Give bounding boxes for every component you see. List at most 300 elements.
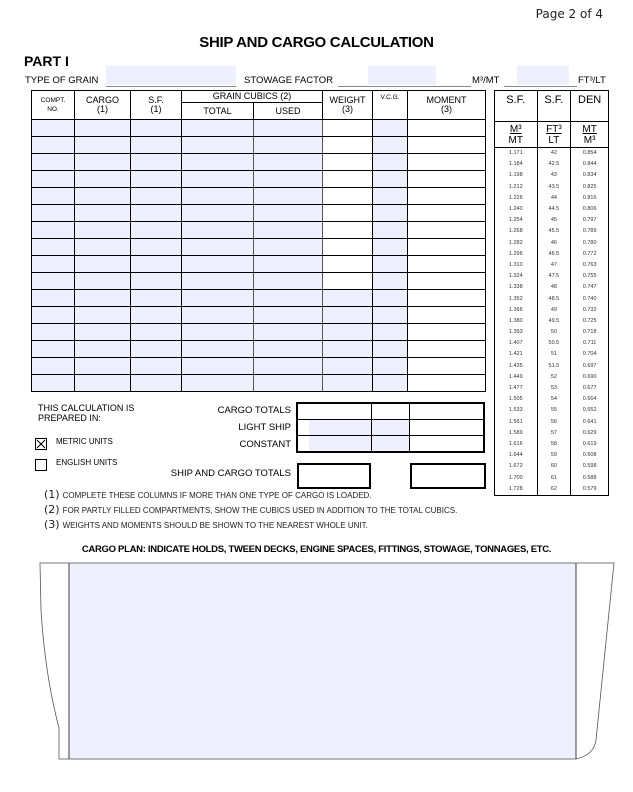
ref-sf-english-cell: 48.5: [537, 293, 571, 304]
ref-den-cell: 0.740: [571, 293, 609, 304]
ref-sf-metric-cell: 1.421: [495, 349, 538, 360]
total-cell[interactable]: [182, 222, 254, 239]
ref-den-cell: 0.854: [571, 148, 609, 160]
cargo-cell[interactable]: [75, 222, 131, 239]
reference-row: [495, 249, 609, 260]
cargo-cell[interactable]: [75, 120, 131, 137]
used-cell[interactable]: [254, 120, 323, 137]
cargo-cell[interactable]: [75, 290, 131, 307]
reference-row: [495, 316, 609, 327]
ref-sf-metric-cell: 1.184: [495, 159, 538, 170]
weight-cell[interactable]: [323, 324, 373, 341]
ship-and-cargo-totals-label: SHIP AND CARGO TOTALS: [170, 468, 291, 479]
sf-header: S.F. (1): [131, 91, 182, 120]
cargo-header: CARGO (1): [75, 91, 131, 120]
ref-den-cell: 0.825: [571, 182, 609, 193]
ref-sf-english-cell: 49: [537, 305, 571, 316]
moment-cell[interactable]: [408, 290, 486, 307]
table-row: [32, 290, 486, 307]
ref-sf-metric-cell: 1.728: [495, 484, 538, 496]
reference-row: [495, 182, 609, 193]
used-cell[interactable]: [254, 256, 323, 273]
reference-row: [495, 472, 609, 483]
used-cell[interactable]: [254, 324, 323, 341]
total-cell[interactable]: [182, 154, 254, 171]
used-cell[interactable]: [254, 307, 323, 324]
weight-cell[interactable]: [323, 290, 373, 307]
ref-sf-metric-cell: 1.171: [495, 148, 538, 160]
reference-row: [495, 260, 609, 271]
moment-cell[interactable]: [408, 358, 486, 375]
english-units-label: ENGLISH UNITS: [56, 458, 118, 467]
cargo-cell[interactable]: [75, 324, 131, 341]
table-row: [32, 239, 486, 256]
compt-cell[interactable]: [32, 222, 75, 239]
compt-cell[interactable]: [32, 239, 75, 256]
weight-cell[interactable]: [323, 120, 373, 137]
ref-sf-english-cell: 58: [537, 439, 571, 450]
total-cell[interactable]: [182, 205, 254, 222]
grain-cubics-header: GRAIN CUBICS (2): [182, 91, 323, 103]
ref-den-cell: 0.725: [571, 316, 609, 327]
table-row: [32, 222, 486, 239]
moment-cell[interactable]: [408, 273, 486, 290]
total-cell[interactable]: [182, 239, 254, 256]
moment-cell[interactable]: [408, 120, 486, 137]
prepared-in-label: THIS CALCULATION IS PREPARED IN:: [38, 403, 135, 423]
ref-sf-metric-cell: 1.240: [495, 204, 538, 215]
ref-sf-english-cell: 61: [537, 472, 571, 483]
cargo-plan-area[interactable]: [69, 563, 576, 759]
page-number: Page 2 of 4: [535, 7, 603, 21]
ref-sf-metric-cell: 1.407: [495, 338, 538, 349]
ref-den-cell: 0.619: [571, 439, 609, 450]
weight-cell[interactable]: [323, 154, 373, 171]
moment-cell[interactable]: [408, 222, 486, 239]
weight-cell[interactable]: [323, 375, 373, 392]
ref-sf-metric-cell: 1.310: [495, 260, 538, 271]
part-heading: PART I: [24, 53, 69, 69]
reference-row: [495, 461, 609, 472]
ref-sf-english-cell: 43.5: [537, 182, 571, 193]
moment-cell[interactable]: [408, 188, 486, 205]
reference-row: [495, 238, 609, 249]
sf-cell[interactable]: [131, 256, 182, 273]
reference-row: [495, 361, 609, 372]
table-row: [32, 171, 486, 188]
ref-sf-english-cell: 48: [537, 282, 571, 293]
total-cell[interactable]: [182, 341, 254, 358]
sf-cell[interactable]: [131, 154, 182, 171]
light-ship-vcg[interactable]: [371, 420, 410, 436]
table-row: [32, 375, 486, 392]
light-ship-weight[interactable]: [297, 420, 371, 436]
sf-cell[interactable]: [131, 222, 182, 239]
ref-sf-english-cell: 57: [537, 428, 571, 439]
vcg-header: V.C.G.: [373, 91, 408, 120]
table-row: [32, 307, 486, 324]
ref-den-cell: 0.711: [571, 338, 609, 349]
reference-row: [495, 282, 609, 293]
used-cell[interactable]: [254, 205, 323, 222]
ref-sf-metric-cell: 1.393: [495, 327, 538, 338]
compt-cell[interactable]: [32, 256, 75, 273]
reference-row: [495, 450, 609, 461]
used-cell[interactable]: [254, 222, 323, 239]
ref-sf-english-cell: 59: [537, 450, 571, 461]
table-row: [32, 137, 486, 154]
moment-cell[interactable]: [408, 205, 486, 222]
ref-sf-metric-cell: 1.435: [495, 361, 538, 372]
metric-units-checkbox[interactable]: [35, 438, 47, 450]
vcg-cell[interactable]: [373, 120, 408, 137]
ref-sf-english-cell: 50: [537, 327, 571, 338]
ref-sf-english-cell: 45.5: [537, 226, 571, 237]
ref-sf-metric-cell: 1.366: [495, 305, 538, 316]
weight-cell[interactable]: [323, 171, 373, 188]
ref-sf-english-cell: 56: [537, 417, 571, 428]
reference-row: [495, 338, 609, 349]
ref-sf-metric-cell: 1.449: [495, 372, 538, 383]
cargo-cell[interactable]: [75, 239, 131, 256]
cargo-cell[interactable]: [75, 154, 131, 171]
sf-cell[interactable]: [131, 120, 182, 137]
weight-cell[interactable]: [323, 222, 373, 239]
vcg-cell[interactable]: [373, 341, 408, 358]
sf-cell[interactable]: [131, 171, 182, 188]
vcg-cell[interactable]: [373, 222, 408, 239]
metric-unit-label: M³/MT: [472, 75, 500, 86]
sf-cell[interactable]: [131, 307, 182, 324]
cargo-cell[interactable]: [75, 171, 131, 188]
ref-den-cell: 0.816: [571, 193, 609, 204]
vcg-cell[interactable]: [373, 171, 408, 188]
sf-cell[interactable]: [131, 324, 182, 341]
ref-sf-metric-cell: 1.700: [495, 472, 538, 483]
weight-cell[interactable]: [323, 256, 373, 273]
total-cell[interactable]: [182, 256, 254, 273]
ref-sf-english-cell: 62: [537, 484, 571, 496]
compt-cell[interactable]: [32, 375, 75, 392]
reference-row: [495, 428, 609, 439]
moment-cell[interactable]: [408, 154, 486, 171]
moment-header: MOMENT (3): [408, 91, 486, 120]
note-3: (3) WEIGHTS AND MOMENTS SHOULD BE SHOWN TO THE NEAREST WHOLE UNIT.: [44, 518, 368, 531]
reference-row: [495, 305, 609, 316]
ref-unit-m3-mt: M³ MT: [495, 122, 538, 148]
note-2: (2) FOR PARTLY FILLED COMPARTMENTS, SHOW THE CUBICS USED IN ADDITION TO THE TOTAL CUBICS.: [44, 503, 458, 516]
table-row: [32, 358, 486, 375]
ref-den-cell: 0.755: [571, 271, 609, 282]
ref-den-cell: 0.844: [571, 159, 609, 170]
ref-sf-english-cell: 52: [537, 372, 571, 383]
ref-sf-english-cell: 51: [537, 349, 571, 360]
weight-cell[interactable]: [323, 205, 373, 222]
ref-sf-metric-cell: 1.672: [495, 461, 538, 472]
vcg-cell[interactable]: [373, 273, 408, 290]
ref-sf-metric-cell: 1.296: [495, 249, 538, 260]
sf-cell[interactable]: [131, 358, 182, 375]
total-cell[interactable]: [182, 273, 254, 290]
total-cell[interactable]: [182, 171, 254, 188]
ref-sf-english-cell: 49.5: [537, 316, 571, 327]
moment-cell[interactable]: [408, 324, 486, 341]
cargo-totals-vcg[interactable]: [371, 403, 410, 420]
weight-cell[interactable]: [323, 137, 373, 154]
reference-row: [495, 484, 609, 496]
sf-cell[interactable]: [131, 290, 182, 307]
ref-den-cell: 0.797: [571, 215, 609, 226]
compt-cell[interactable]: [32, 171, 75, 188]
ref-sf-metric-cell: 1.282: [495, 238, 538, 249]
cargo-totals-moment[interactable]: [410, 403, 484, 420]
used-cell[interactable]: [254, 239, 323, 256]
vcg-cell[interactable]: [373, 188, 408, 205]
moment-cell[interactable]: [408, 375, 486, 392]
vcg-cell[interactable]: [373, 137, 408, 154]
ref-den-cell: 0.690: [571, 372, 609, 383]
used-cell[interactable]: [254, 341, 323, 358]
compt-header: COMPT. NO.: [32, 91, 75, 120]
ref-sf-metric-header: S.F.: [495, 91, 538, 122]
cargo-cell[interactable]: [75, 188, 131, 205]
sf-cell[interactable]: [131, 273, 182, 290]
total-cell[interactable]: [182, 290, 254, 307]
ref-sf-metric-cell: 1.561: [495, 417, 538, 428]
ref-sf-metric-cell: 1.268: [495, 226, 538, 237]
reference-row: [495, 372, 609, 383]
ship-and-cargo-total-moment[interactable]: [410, 463, 486, 489]
cargo-totals-label: CARGO TOTALS: [217, 405, 291, 416]
ref-sf-english-cell: 55: [537, 405, 571, 416]
ref-den-cell: 0.697: [571, 361, 609, 372]
total-cell[interactable]: [182, 137, 254, 154]
vcg-cell[interactable]: [373, 154, 408, 171]
ref-unit-mt-m3: MT M³: [571, 122, 609, 148]
weight-cell[interactable]: [323, 188, 373, 205]
reference-row: [495, 148, 609, 160]
ref-den-cell: 0.834: [571, 170, 609, 181]
ref-sf-english-cell: 53: [537, 383, 571, 394]
vcg-cell[interactable]: [373, 324, 408, 341]
cargo-totals-weight[interactable]: [297, 403, 371, 420]
constant-label: CONSTANT: [239, 439, 291, 450]
reference-row: [495, 349, 609, 360]
ref-sf-english-cell: 46: [537, 238, 571, 249]
compt-cell[interactable]: [32, 341, 75, 358]
used-cell[interactable]: [254, 290, 323, 307]
cargo-cell[interactable]: [75, 375, 131, 392]
moment-cell[interactable]: [408, 137, 486, 154]
ref-sf-english-cell: 42.5: [537, 159, 571, 170]
used-cell[interactable]: [254, 137, 323, 154]
reference-row: [495, 271, 609, 282]
cargo-cell[interactable]: [75, 358, 131, 375]
sf-cell[interactable]: [131, 188, 182, 205]
weight-cell[interactable]: [323, 273, 373, 290]
stowage-factor-label: STOWAGE FACTOR: [244, 75, 334, 86]
total-cell[interactable]: [182, 188, 254, 205]
reference-row: [495, 215, 609, 226]
type-of-grain-label: TYPE OF GRAIN: [25, 75, 99, 86]
ref-sf-metric-cell: 1.533: [495, 405, 538, 416]
used-cell[interactable]: [254, 375, 323, 392]
sf-cell[interactable]: [131, 205, 182, 222]
ref-sf-english-cell: 51.5: [537, 361, 571, 372]
sf-cell[interactable]: [131, 239, 182, 256]
table-row: [32, 154, 486, 171]
weight-cell[interactable]: [323, 341, 373, 358]
ref-sf-metric-cell: 1.198: [495, 170, 538, 181]
moment-cell[interactable]: [408, 171, 486, 188]
ref-den-cell: 0.789: [571, 226, 609, 237]
reference-row: [495, 226, 609, 237]
compt-cell[interactable]: [32, 307, 75, 324]
constant-weight[interactable]: [297, 436, 371, 453]
vcg-cell[interactable]: [373, 358, 408, 375]
compt-cell[interactable]: [32, 188, 75, 205]
moment-cell[interactable]: [408, 341, 486, 358]
light-ship-moment[interactable]: [410, 420, 484, 436]
ref-sf-english-cell: 45: [537, 215, 571, 226]
reference-row: [495, 417, 609, 428]
moment-cell[interactable]: [408, 239, 486, 256]
reference-row: [495, 204, 609, 215]
vcg-cell[interactable]: [373, 290, 408, 307]
ref-den-cell: 0.763: [571, 260, 609, 271]
weight-cell[interactable]: [323, 307, 373, 324]
ref-sf-english-cell: 54: [537, 394, 571, 405]
sf-cell[interactable]: [131, 137, 182, 154]
cargo-cell[interactable]: [75, 256, 131, 273]
ref-den-cell: 0.664: [571, 394, 609, 405]
ref-sf-english-cell: 60: [537, 461, 571, 472]
compt-cell[interactable]: [32, 273, 75, 290]
reference-row: [495, 159, 609, 170]
total-cell[interactable]: [182, 120, 254, 137]
total-cell[interactable]: [182, 358, 254, 375]
total-header: TOTAL: [182, 103, 254, 120]
vcg-cell[interactable]: [373, 239, 408, 256]
ref-sf-english-cell: 47.5: [537, 271, 571, 282]
compt-cell[interactable]: [32, 358, 75, 375]
ref-den-cell: 0.677: [571, 383, 609, 394]
ref-den-cell: 0.641: [571, 417, 609, 428]
used-cell[interactable]: [254, 358, 323, 375]
ref-den-cell: 0.806: [571, 204, 609, 215]
compt-cell[interactable]: [32, 205, 75, 222]
grain-line: [25, 74, 615, 88]
used-cell[interactable]: [254, 273, 323, 290]
constant-moment[interactable]: [410, 436, 484, 453]
total-cell[interactable]: [182, 375, 254, 392]
ship-and-cargo-total-weight[interactable]: [297, 463, 371, 489]
weight-header: WEIGHT (3): [323, 91, 373, 120]
table-row: [32, 273, 486, 290]
ref-sf-metric-cell: 1.644: [495, 450, 538, 461]
table-row: [32, 341, 486, 358]
ref-unit-ft3-lt: FT³ LT: [537, 122, 571, 148]
vcg-cell[interactable]: [373, 307, 408, 324]
stowage-reference-table: [494, 90, 609, 496]
vcg-cell[interactable]: [373, 205, 408, 222]
ref-den-cell: 0.772: [571, 249, 609, 260]
ref-den-cell: 0.579: [571, 484, 609, 496]
cargo-cell[interactable]: [75, 273, 131, 290]
sf-cell[interactable]: [131, 375, 182, 392]
reference-row: [495, 193, 609, 204]
used-cell[interactable]: [254, 188, 323, 205]
cargo-table: [31, 90, 486, 392]
ref-sf-metric-cell: 1.505: [495, 394, 538, 405]
weight-cell[interactable]: [323, 239, 373, 256]
cargo-cell[interactable]: [75, 341, 131, 358]
english-units-checkbox[interactable]: [35, 459, 47, 471]
cargo-plan-heading: CARGO PLAN: INDICATE HOLDS, TWEEN DECKS, ENGINE SPACES, FITTINGS, STOWAGE, TONNAGES, ETC.: [81, 544, 552, 555]
compt-cell[interactable]: [32, 154, 75, 171]
reference-row: [495, 405, 609, 416]
used-header: USED: [254, 103, 323, 120]
ref-den-cell: 0.629: [571, 428, 609, 439]
compt-cell[interactable]: [32, 120, 75, 137]
used-cell[interactable]: [254, 171, 323, 188]
ref-sf-metric-cell: 1.477: [495, 383, 538, 394]
compt-cell[interactable]: [32, 137, 75, 154]
ref-den-cell: 0.598: [571, 461, 609, 472]
page-title: SHIP AND CARGO CALCULATION: [199, 34, 434, 51]
used-cell[interactable]: [254, 154, 323, 171]
table-row: [32, 256, 486, 273]
ref-den-cell: 0.608: [571, 450, 609, 461]
vcg-cell[interactable]: [373, 256, 408, 273]
ref-den-cell: 0.704: [571, 349, 609, 360]
cargo-cell[interactable]: [75, 307, 131, 324]
reference-row: [495, 394, 609, 405]
total-cell[interactable]: [182, 324, 254, 341]
moment-cell[interactable]: [408, 256, 486, 273]
total-cell[interactable]: [182, 307, 254, 324]
english-unit-label: FT³/LT: [578, 75, 606, 86]
ref-den-cell: 0.747: [571, 282, 609, 293]
ref-den-header: DEN: [571, 91, 609, 122]
ref-den-cell: 0.732: [571, 305, 609, 316]
moment-cell[interactable]: [408, 307, 486, 324]
reference-row: [495, 293, 609, 304]
ref-sf-metric-cell: 1.338: [495, 282, 538, 293]
ref-sf-english-cell: 44: [537, 193, 571, 204]
ref-sf-metric-cell: 1.352: [495, 293, 538, 304]
table-row: [32, 120, 486, 137]
vcg-cell[interactable]: [373, 375, 408, 392]
ref-sf-english-cell: 44.5: [537, 204, 571, 215]
ref-sf-metric-cell: 1.212: [495, 182, 538, 193]
compt-cell[interactable]: [32, 290, 75, 307]
ref-den-cell: 0.780: [571, 238, 609, 249]
table-row: [32, 324, 486, 341]
table-row: [32, 205, 486, 222]
weight-cell[interactable]: [323, 358, 373, 375]
reference-row: [495, 383, 609, 394]
compt-cell[interactable]: [32, 324, 75, 341]
ref-den-cell: 0.718: [571, 327, 609, 338]
constant-vcg[interactable]: [371, 436, 410, 453]
ref-sf-metric-cell: 1.226: [495, 193, 538, 204]
cargo-cell[interactable]: [75, 205, 131, 222]
ref-sf-metric-cell: 1.324: [495, 271, 538, 282]
ref-sf-english-header: S.F.: [537, 91, 571, 122]
cargo-cell[interactable]: [75, 137, 131, 154]
sf-cell[interactable]: [131, 341, 182, 358]
